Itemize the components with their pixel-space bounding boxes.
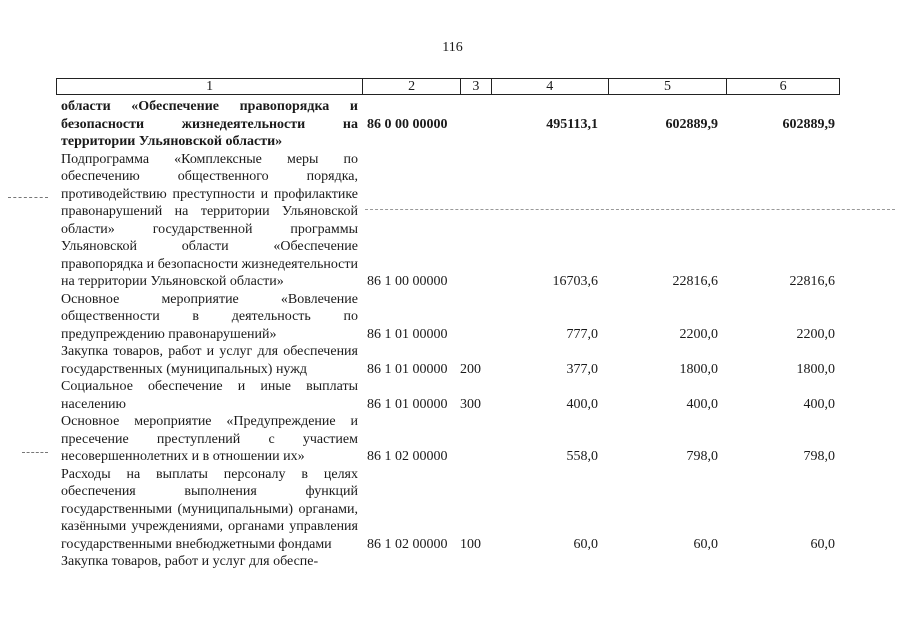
row-code: 86 1 02 00000	[367, 536, 448, 552]
row-code: 86 1 01 00000	[367, 361, 448, 377]
table-row	[61, 378, 841, 413]
table-row	[61, 343, 841, 378]
table-row	[61, 466, 841, 554]
row-value-col5: 1800,0	[679, 361, 718, 377]
table-row	[61, 413, 841, 466]
scan-artifact-line	[8, 197, 48, 198]
header-col-5: 5	[609, 79, 728, 94]
row-expense-type: 300	[460, 396, 481, 412]
table-header	[56, 78, 840, 95]
row-value-col6: 602889,9	[782, 116, 835, 132]
header-col-2: 2	[363, 79, 461, 94]
row-description: Социальное обеспечение и иные выплаты населению	[61, 379, 358, 412]
row-value-col4: 558,0	[566, 449, 598, 464]
table-row	[61, 98, 841, 151]
row-value-col4: 60,0	[573, 536, 598, 552]
row-value-col5: 60,0	[693, 536, 718, 552]
row-code: 86 1 00 00000	[367, 274, 448, 289]
row-code: 86 1 02 00000	[367, 449, 448, 464]
page-number: 116	[442, 40, 463, 55]
row-description: Основное мероприятие «Вовлечение общественности в деятельность по предупреждению правонарушений»	[61, 291, 358, 342]
header-col-1: 1	[57, 79, 363, 94]
row-code: 86 1 01 00000	[367, 326, 448, 342]
row-description: Закупка товаров, работ и услуг для обеспе-	[61, 554, 319, 569]
header-col-6: 6	[779, 79, 787, 94]
scan-artifact-line	[365, 209, 895, 210]
row-value-col5: 798,0	[686, 449, 718, 464]
row-value-col6: 60,0	[810, 536, 835, 552]
header-col-4: 4	[492, 79, 609, 94]
row-value-col5: 602889,9	[665, 116, 718, 132]
row-value-col6: 1800,0	[796, 361, 835, 377]
row-code: 86 1 01 00000	[367, 396, 448, 412]
row-value-col4: 377,0	[566, 361, 598, 377]
row-value-col6: 400,0	[803, 396, 835, 412]
row-value-col5: 2200,0	[679, 326, 718, 342]
row-value-col5: 400,0	[686, 396, 718, 412]
row-code: 86 0 00 00000	[367, 116, 448, 132]
row-expense-type: 200	[460, 361, 481, 377]
row-value-col5: 22816,6	[672, 274, 718, 289]
row-description: Подпрограмма «Комплексные меры по обеспечению общественного порядка, противодействию преступности и профилактике правонарушений на территории Ульяновской области» государственной программы Ульяновской области «Обеспечение правопорядка и безопасности жизнедеятельности на территории Ульяновской области»	[61, 151, 358, 289]
row-description: Расходы на выплаты персоналу в целях обеспечения выполнения функций государственными (муниципальными) органами, казёнными учреждениями, органами управления государственными внебюджетными фондами	[61, 466, 358, 552]
header-col-3: 3	[461, 79, 492, 94]
table-row	[61, 151, 841, 291]
row-value-col4: 777,0	[566, 326, 598, 342]
table-body	[61, 98, 841, 571]
row-value-col4: 495113,1	[546, 116, 598, 132]
table-row	[61, 553, 841, 571]
row-value-col4: 16703,6	[552, 274, 598, 289]
row-value-col4: 400,0	[566, 396, 598, 412]
scan-artifact-line	[22, 452, 48, 453]
row-description: Закупка товаров, работ и услуг для обеспечения государственных (муниципальных) нужд	[61, 344, 358, 377]
row-description: Основное мероприятие «Предупреждение и пресечение преступлений с участием несовершеннолетних и в отношении их»	[61, 414, 358, 464]
row-value-col6: 22816,6	[789, 274, 835, 289]
row-value-col6: 798,0	[803, 449, 835, 464]
row-value-col6: 2200,0	[796, 326, 835, 342]
table-row	[61, 291, 841, 344]
row-expense-type: 100	[460, 536, 481, 552]
row-description: области «Обеспечение правопорядка и безопасности жизнедеятельности на территории Ульяновской области»	[61, 99, 358, 149]
